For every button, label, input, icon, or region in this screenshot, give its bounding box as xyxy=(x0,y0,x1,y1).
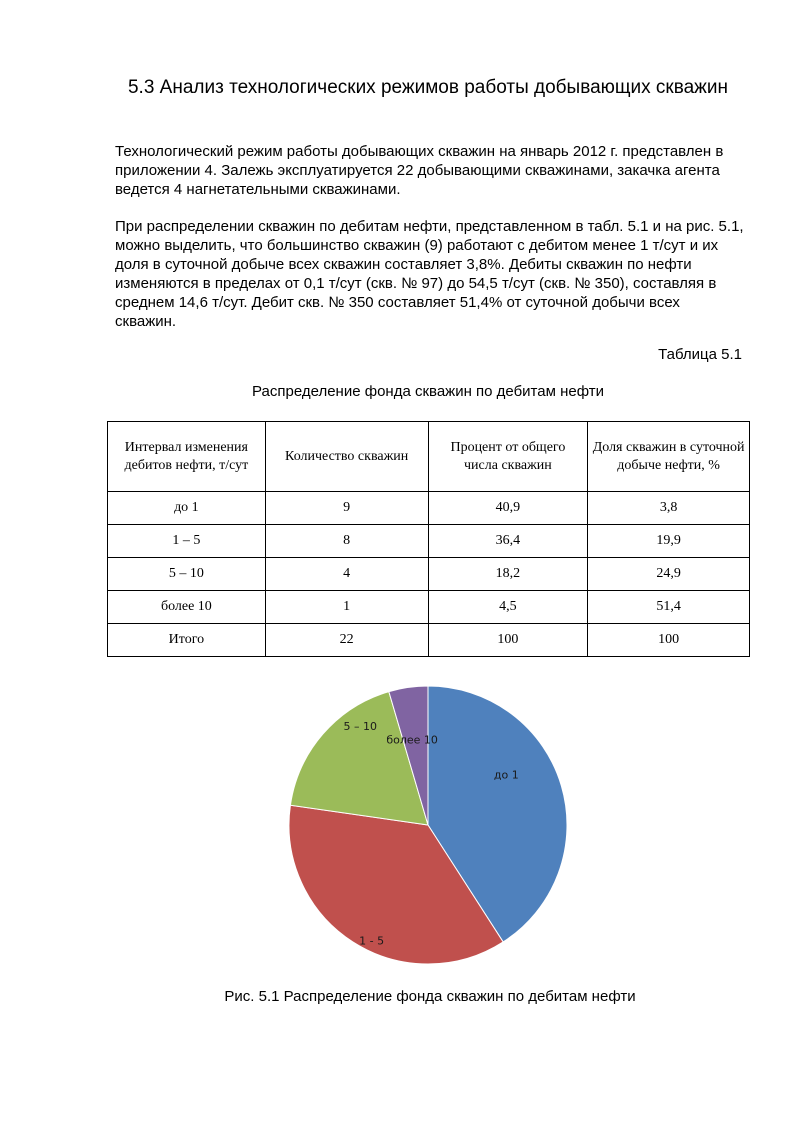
cell-count: 4 xyxy=(265,558,428,591)
pie-slice-label: 1 - 5 xyxy=(359,934,385,948)
table-caption: Распределение фонда скважин по дебитам нефти xyxy=(252,383,604,400)
cell-interval: 1 – 5 xyxy=(108,525,266,558)
cell-count: 1 xyxy=(265,591,428,624)
table-header-row xyxy=(108,422,750,492)
pie-slice-label: 5 – 10 xyxy=(343,719,377,733)
cell-percent: 40,9 xyxy=(428,492,588,525)
header-percent: Процент от общего числа скважин xyxy=(428,422,588,492)
pie-slice-label: до 1 xyxy=(493,768,519,782)
section-title: 5.3 Анализ технологических режимов работы добывающих скважин xyxy=(127,77,728,98)
distribution-table xyxy=(107,421,750,657)
cell-share: 24,9 xyxy=(588,558,750,591)
paragraph-2: При распределении скважин по дебитам нефти, представленном в табл. 5.1 и на рис. 5.1, можно выделить, что большинство скважин (9) работают с дебитом менее 1 т/сут и их доля в суточной добыче всех скважин составляет 3,8%. Дебиты скважин по нефти изменяются в пределах от 0,1 т/сут (скв. № 97) до 54,5 т/сут (скв. № 350), составляя в среднем 14,6 т/сут. Дебит скв. № 350 составляет 51,4% от суточной добычи всех скважин. xyxy=(115,218,744,330)
cell-interval: Итого xyxy=(108,624,266,657)
figure-caption: Рис. 5.1 Распределение фонда скважин по дебитам нефти xyxy=(224,988,636,1005)
cell-interval: более 10 xyxy=(108,591,266,624)
cell-interval: до 1 xyxy=(108,492,266,525)
cell-count: 9 xyxy=(265,492,428,525)
pie-chart xyxy=(280,680,580,970)
header-share: Доля скважин в суточной добыче нефти, % xyxy=(588,422,750,492)
table-number-label: Таблица 5.1 xyxy=(658,346,742,363)
cell-interval: 5 – 10 xyxy=(108,558,266,591)
cell-share: 100 xyxy=(588,624,750,657)
cell-percent: 100 xyxy=(428,624,588,657)
cell-count: 22 xyxy=(265,624,428,657)
cell-percent: 18,2 xyxy=(428,558,588,591)
table-row xyxy=(108,558,750,591)
cell-share: 3,8 xyxy=(588,492,750,525)
header-count: Количество скважин xyxy=(265,422,428,492)
table-row xyxy=(108,492,750,525)
table-row xyxy=(108,591,750,624)
cell-share: 19,9 xyxy=(588,525,750,558)
cell-percent: 36,4 xyxy=(428,525,588,558)
paragraph-1: Технологический режим работы добывающих скважин на январь 2012 г. представлен в приложении 4. Залежь эксплуатируется 22 добывающими скважинами, закачка агента ведется 4 нагнетательными скважинами. xyxy=(115,143,724,198)
cell-share: 51,4 xyxy=(588,591,750,624)
cell-count: 8 xyxy=(265,525,428,558)
cell-percent: 4,5 xyxy=(428,591,588,624)
pie-slice-label: более 10 xyxy=(386,733,438,747)
table-row xyxy=(108,525,750,558)
table-total-row xyxy=(108,624,750,657)
header-interval: Интервал изменения дебитов нефти, т/сут xyxy=(108,422,266,492)
